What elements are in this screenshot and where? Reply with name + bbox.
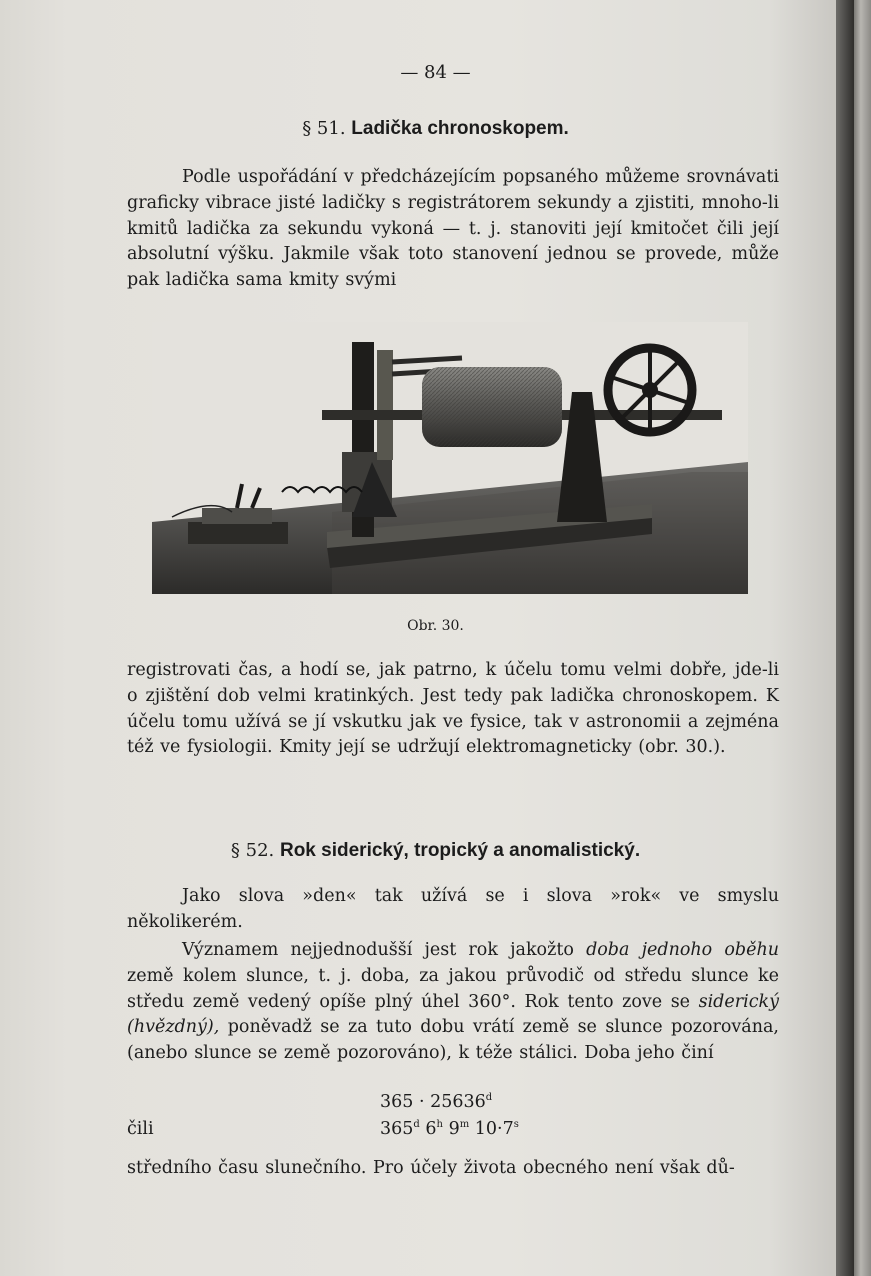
section-52-heading — [0, 840, 871, 862]
paragraph: středního času slunečního. Pro účely života obecného není však dů- — [127, 1158, 735, 1178]
page-number: — 84 — — [400, 62, 471, 83]
section-symbol: § 51. — [302, 118, 346, 139]
paragraph: Podle uspořádání v předcházejícím popsaného můžeme srovnávati graficky vibrace jisté ladičky s registrátorem sekundy a zjistiti, mnoho-li kmitů ladička za sekundu vykoná — t. j. stanoviti její kmitočet čili její absolutní výšku. Jakmile však toto stanovení jednou se provede, může pak ladička sama kmity svými — [127, 167, 779, 291]
formula-line: 365$^d$ 6$^h$ 9$^m$ $10\cdot 7^s$ — [380, 1119, 519, 1139]
formula-line: $365 \cdot 25636^d$ — [380, 1092, 493, 1112]
emphasis: siderický (hvězdný), — [127, 991, 779, 1038]
section-title: Ladička chronoskopem. — [351, 118, 569, 139]
section-title: Rok siderický, tropický a anomalistický. — [279, 840, 641, 861]
emphasis: doba jednoho oběhu — [586, 940, 779, 960]
section-51-heading — [0, 118, 871, 140]
paragraph: registrovati čas, a hodí se, jak patrno, k účelu tomu velmi dobře, jde-li o zjištění dob velmi kratinkých. Jest tedy pak ladička chronoskopem. K účelu tomu užívá se jí vskutku jak ve fysice, tak v astronomii a zejména též ve fysiologii. Kmity její se udržují elektromagneticky (obr. 30.). — [127, 660, 779, 758]
book-spine-edge — [854, 0, 871, 1276]
section-symbol: § 52. — [230, 840, 275, 861]
paragraph: Významem nejjednodušší jest rok jakožto doba jednoho oběhu země kolem slunce, t. j. doba, za jakou průvodič od středu slunce ke středu země vedený opíše plný úhel 360°. Rok tento zove se siderický (hvězdný), poněvadž se za tuto dobu vrátí země se slunce pozorována, (anebo slunce se země pozorováno), k téže stálici. Doba jeho činí — [127, 940, 779, 1064]
cili-label: čili — [127, 1119, 154, 1139]
page-edge-shadow — [836, 0, 854, 1276]
chronoscope-illustration — [152, 322, 748, 594]
figure-caption: Obr. 30. — [407, 618, 464, 634]
paragraph: Jako slova »den« tak užívá se i slova »rok« ve smyslu několikerém. — [127, 886, 779, 932]
